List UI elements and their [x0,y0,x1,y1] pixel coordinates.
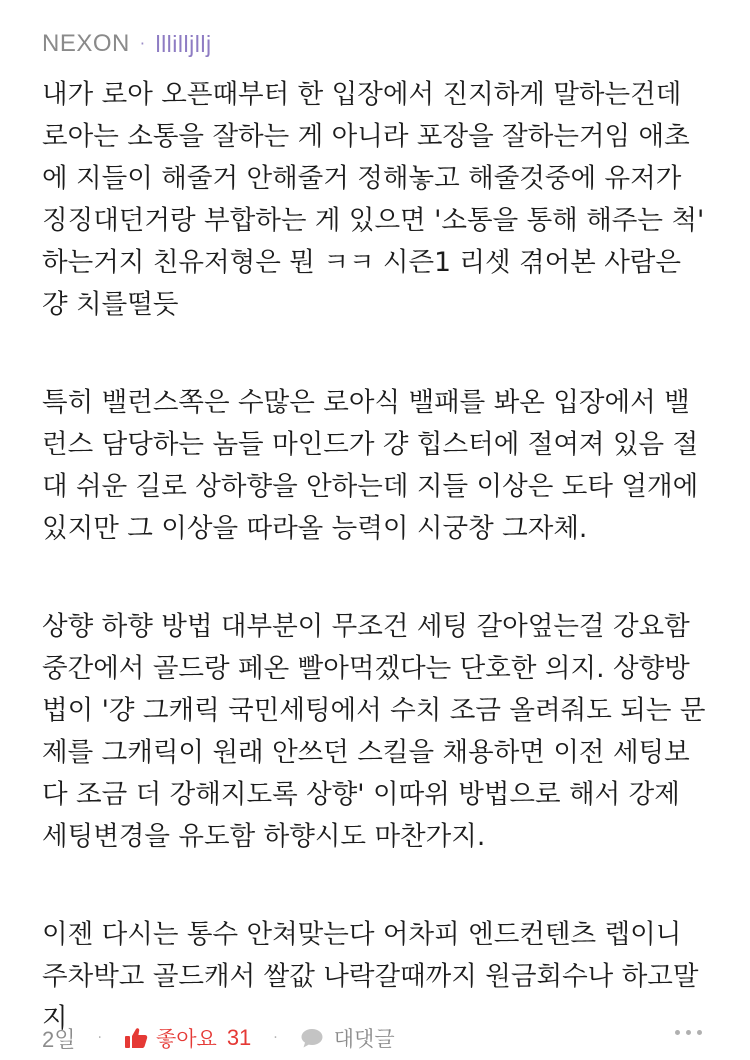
comment-line: 특히 밸런스쪽은 수많은 로아식 밸패를 봐온 입장에서 밸 [42,387,690,418]
comment-line: 세팅변경을 유도함 하향시도 마찬가지. [42,821,486,852]
reply-button[interactable] [300,1023,395,1053]
header-separator: · [139,33,146,53]
more-horizontal-icon [697,1030,702,1035]
comment-line: 중간에서 골드랑 페온 빨아먹겠다는 단호한 의지. 상향방 [42,653,690,684]
comment-line: 내가 로아 오픈때부터 한 입장에서 진지하게 말하는건데 [42,79,682,110]
comment-line: 다 조금 더 강해지도록 상향' 이따위 방법으로 해서 강제 [42,779,680,810]
comment-line: 런스 담당하는 놈들 마인드가 걍 힙스터에 절여져 있음 절 [42,429,699,460]
paragraph-gap [42,550,732,606]
comment-line: 하는거지 친유저형은 뭔 ㅋㅋ 시즌1 리셋 겪어본 사람은 [42,247,682,278]
more-options-button[interactable] [675,1024,702,1041]
like-label: 좋아요 [155,1027,217,1051]
comment-line: 있지만 그 이상을 따라올 능력이 시궁창 그자체. [42,513,588,544]
comment-footer [42,1020,702,1056]
reply-label: 대댓글 [333,1027,395,1051]
comment-body [42,74,732,1040]
author-nickname[interactable]: lllilljllj [155,30,212,57]
comment-line: 지 [42,1003,68,1034]
comment-line: 제를 그캐릭이 원래 안쓰던 스킬을 채용하면 이전 세팅보 [42,737,690,768]
comment-line: 징징대던거랑 부합하는 게 있으면 '소통을 통해 해주는 척' [42,205,705,236]
comment-line: 에 지들이 해줄거 안해줄거 정해놓고 해줄것중에 유저가 [42,163,682,194]
comment-line: 대 쉬운 길로 상하향을 안하는데 지들 이상은 도타 얼개에 [42,471,699,502]
comment-paragraph [42,606,732,858]
more-horizontal-icon [675,1030,680,1035]
speech-bubble-icon [300,1027,324,1049]
author-name[interactable]: NEXON [42,30,130,57]
comment-line: 로아는 소통을 잘하는 게 아니라 포장을 잘하는거임 애초 [42,121,690,152]
footer-separator: · [97,1030,102,1046]
comment-line: 주차박고 골드캐서 쌀값 나락갈때까지 원금회수나 하고말 [42,961,699,992]
comment-timestamp: 2일 [42,1026,76,1052]
thumbs-up-icon [124,1027,148,1049]
comment-line: 걍 치를떨듯 [42,289,179,320]
footer-separator: · [273,1030,278,1046]
comment-paragraph [42,74,732,326]
comment-paragraph [42,382,732,550]
comment-line: 상향 하향 방법 대부분이 무조건 세팅 갈아엎는걸 강요함 [42,611,690,642]
comment-header [42,28,212,60]
more-horizontal-icon [686,1030,691,1035]
paragraph-gap [42,858,732,914]
like-count: 31 [226,1025,252,1050]
paragraph-gap [42,326,732,382]
comment-line: 이젠 다시는 통수 안쳐맞는다 어차피 엔드컨텐츠 렙이니 [42,919,682,950]
comment-line: 법이 '걍 그캐릭 국민세팅에서 수치 조금 올려줘도 되는 문 [42,695,706,726]
like-button[interactable] [124,1023,251,1053]
